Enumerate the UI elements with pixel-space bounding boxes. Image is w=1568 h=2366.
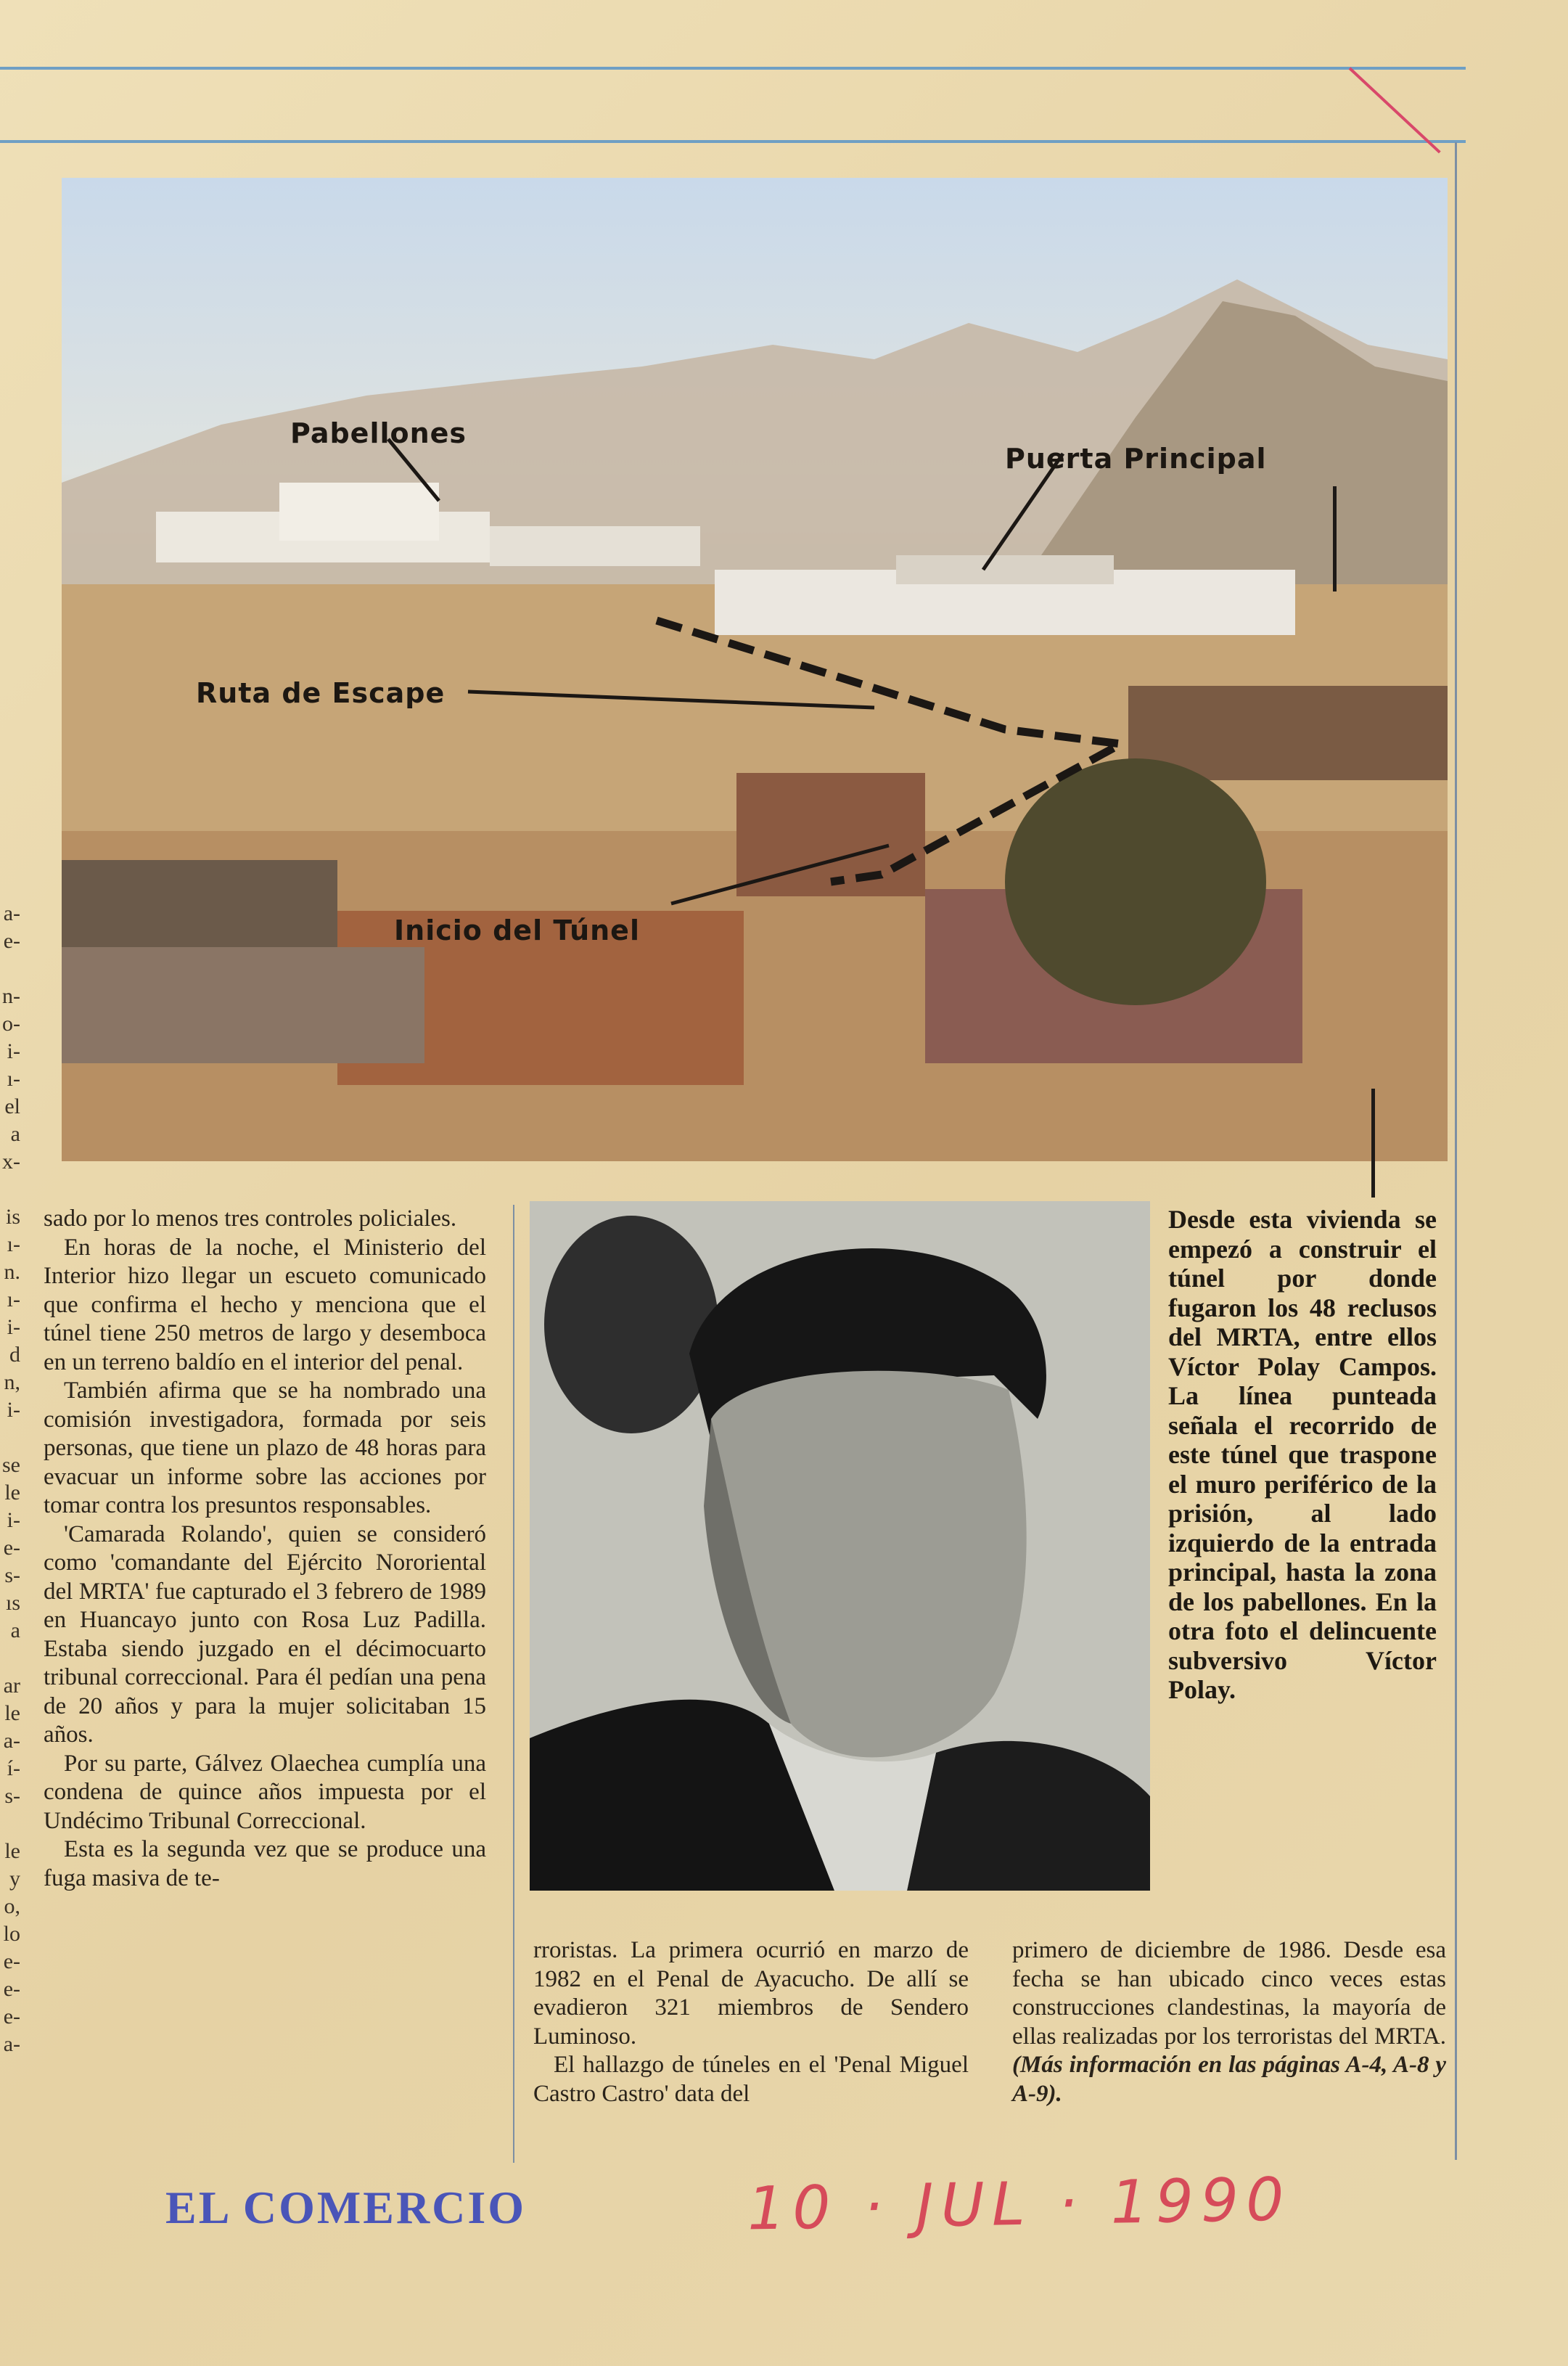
col1-para-5: Esta es la segunda vez que se produce una fuga masiva de te- — [44, 1836, 486, 1891]
right-column-rule — [1455, 142, 1457, 2160]
top-rule — [0, 67, 1466, 70]
portrait-drawing — [530, 1201, 1150, 1891]
shack — [62, 947, 424, 1063]
pabellon-tower — [279, 483, 439, 541]
article-column-2 — [533, 1936, 969, 2108]
col3-para-0 — [1012, 1936, 1446, 2108]
col3-page-reference: (Más información en las páginas A-4, A-8 y A-9). — [1012, 2052, 1446, 2107]
column-divider-1 — [513, 1205, 514, 2163]
newspaper-stamp-el-comercio: EL COMERCIO — [165, 2182, 527, 2233]
photo-scene — [62, 178, 1448, 1161]
gate-roof — [896, 555, 1114, 584]
victor-polay-portrait — [530, 1201, 1150, 1891]
col1-para-3: 'Camarada Rolando', quien se consideró como 'comandante del Ejército Nororiental del MRTA' fue capturado el 3 febrero de 1989 en Huancayo junto con Rosa Luz Padilla. Estaba siendo juzgado en el décimocuarto tribunal correccional. Para él pedían una pena de 20 años y para la mujer solicitaban 15 años. — [44, 1520, 486, 1748]
label-pabellones: Pabellones — [290, 417, 467, 449]
pabellon-low — [490, 526, 700, 566]
left-edge-fragments: a- e- n- o- i- ı- el a x- is ı- n. ı- i- d n, i- se le i- e- s- ıs a ar le a- í- s- le y o, lo e- e- e- a- — [2, 901, 20, 2056]
col1-para-2: También afirma que se ha nombrado una comisión investigadora, formada por seis personas, que tiene un plazo de 48 horas para evacuar un informe sobre las acciones por tomar contra los presuntos responsables. — [44, 1378, 486, 1518]
col1-para-0: sado por lo menos tres controles policiales. — [44, 1205, 457, 1232]
caption-text: Desde esta vivienda se empezó a construir el túnel por donde fugaron los 48 reclusos del MRTA, entre ellos Víctor Polay Campos. La línea punteada señala el recorrido de este túnel que traspone el muro periférico de la prisión, al lado izquierdo de la entrada principal, hasta la zona de los pabellones. En la otra foto el delincuente subversivo Víctor Polay. — [1168, 1205, 1437, 1704]
prison-aerial-photo — [62, 178, 1448, 1161]
margin-tick-1 — [1333, 486, 1337, 592]
handwritten-date: 10 · JUL · 1990 — [747, 2165, 1292, 2244]
col1-para-1: En horas de la noche, el Ministerio del Interior hizo llegar un escueto comunicado que confirma el hecho y menciona que el túnel tiene 250 metros de largo y desemboca en un terreno baldío en el interior del penal. — [44, 1234, 486, 1375]
col2-para-0: rroristas. La primera ocurrió en marzo de 1982 en el Penal de Ayacucho. De allí se evadieron 321 miembros de Sendero Luminoso. — [533, 1937, 969, 2050]
label-ruta-de-escape: Ruta de Escape — [196, 677, 446, 709]
second-rule — [0, 140, 1466, 143]
label-puerta-principal: Puerta Principal — [1005, 443, 1267, 475]
label-inicio-del-tunel: Inicio del Túnel — [394, 914, 640, 946]
col2-para-1: El hallazgo de túneles en el 'Penal Miguel Castro Castro' data del — [533, 2052, 969, 2107]
trees — [1005, 758, 1266, 1005]
article-column-1 — [44, 1205, 486, 1893]
background-figure — [544, 1216, 718, 1433]
col3-text: primero de diciembre de 1986. Desde esa fecha se han ubicado cinco veces estas construcciones clandestinas, la mayoría de ellas realizadas por los terroristas del MRTA. — [1012, 1937, 1446, 2050]
margin-tick-2 — [1371, 1089, 1375, 1198]
col1-para-4: Por su parte, Gálvez Olaechea cumplía una condena de quince años impuesta por el Undécimo Tribunal Correccional. — [44, 1750, 486, 1834]
article-column-3 — [1012, 1936, 1446, 2108]
photo-caption — [1168, 1205, 1437, 1705]
